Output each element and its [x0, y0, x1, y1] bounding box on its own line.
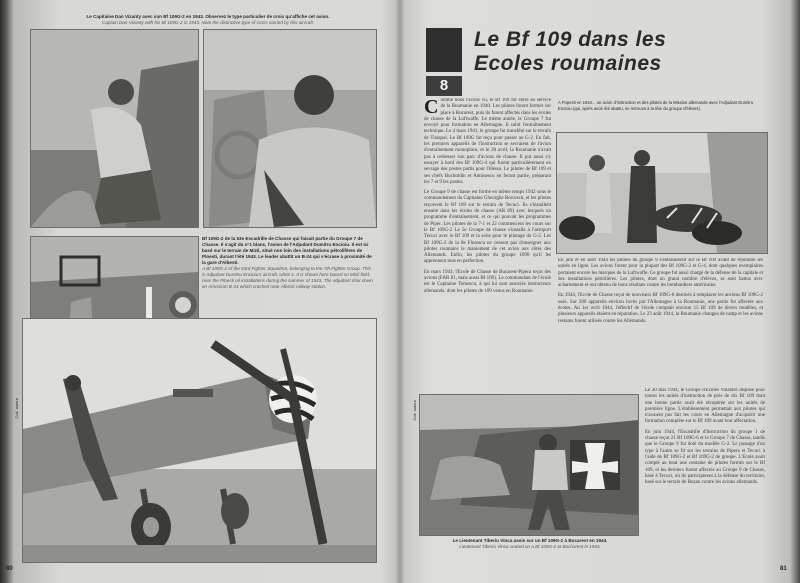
photo-group-bombs-image	[557, 133, 767, 253]
bottom-caption-en: Lieutenant Tiberiu Vinca seated on a Bf 109G-2 at Bucharest in 1944.	[459, 544, 601, 549]
photo-group-bombs	[556, 132, 768, 254]
photo-lieutenant-on-wing	[419, 394, 639, 536]
right-photo-credit: Coll. auteur	[412, 400, 417, 421]
mid-caption-fr: Bf 109G-2 de la 53e Escadrille de Chasse qui faisait partie du Groupe 7 de Chasse. Il s'agit du n°1 blanc, l'avion de l'Adjudant Dumitru Encioiu. Il est ici basé sur le terrain de Mizil, situé non loin des installations pétrolifères de Ploesti, durant l'été 1943. Le leader abattit un B-24 qui s'écrase à proximité de la gare d'Albesti.	[202, 236, 372, 265]
bottom-caption-fr: Le Lieutenant Tiberiu Vinca assis sur un Bf 109G-2 à Bucarest en 1944.	[452, 538, 608, 543]
mid-caption-en: A Bf 109G-2 of the 53rd Fighter Squadron, belonging to the 7th Fighter Group. This is Adjudant Dumitru Encioiu's aircraft, white 1. It is shown here based on Mizil field, near the Ploesti oil installations during the summer of 1943. The adjudant shot down an American B-24 which crashed near Albesti railway station.	[202, 266, 373, 289]
left-photo-credit: Coll. auteur	[14, 398, 19, 419]
chapter-dark-tab	[426, 28, 462, 72]
mid-caption	[202, 236, 374, 290]
left-page	[0, 0, 398, 583]
photo-bf109-spinner	[22, 318, 377, 563]
chapter-title-line2: Ecoles roumaines	[474, 52, 662, 75]
body-column-2-para2: En 1944, l'Ecole de Chasse reçut de nouveaux Bf 109G-6 destinés à remplacer les anciens Bf 109G-2 usés. Sur 200 appareils environ livrés par l'Allemagne à la Roumanie, une partie fut affectée aux écoles. Au 1er avril 1944, l'effectif de l'école comptait environ 15 Bf 109 de divers modèles, et plusieurs appareils étaient en réparation. Le 23 août 1944, la Roumanie changea de camp et les avions restants furent utilisés contre les Allemands.	[558, 293, 763, 324]
body-column-2-bottom	[645, 388, 765, 554]
bottom-caption	[420, 538, 640, 550]
top-caption-fr: Le Capitaine Dan Vizanty avec son Bf 109G-2 en 1943. Observez le type particulier de croix qu'affiche cet avion.	[86, 14, 330, 19]
body-column-2-top	[558, 258, 763, 386]
chapter-title-line1: Le Bf 109 dans les	[474, 28, 667, 51]
left-page-number: 80	[6, 566, 13, 572]
body-column-1-para1: omme nous l'avons vu, le Bf 109 fut entré au service de la Roumanie en 1940. Les pilotes furent formés sur place à Bucarest, puis ils furent affectés dans les écoles de chasse de la Luftwaffe. Le même année, le Groupe 7 fut envoyé pour formation en Allemagne. Il subit l'entraînement technique. Le 4 mars 1941, le groupe fut transféré sur le terrain de Tiraspol. Le Bf 109G fut reçu pour passer au G-2. En fait, les premiers appareils de l'instruction se servaient de l'avion d'entraînement monoplace, et le 30 avril, la Roumanie n'avait pas à redresser son parc d'avions de chasse. Il put aussi s'y essayer à bord des Bf 109G-4 qui furent particulièrement en sevrage des postes partis pour Odessa. Le pilotes de Bf 109 et ses chefs Bucholdin et Antonescu en feront partie, préparant les 7 et 9 les postes.	[424, 98, 551, 185]
chapter-title	[474, 28, 666, 76]
body-column-2-para3: Le 20 mai 1944, le Groupe d'Ecoles Volantes dispose pour toutes les unités d'instruction de près de dix Bf 109 dont une bonne partie avait été récupérée sur les unités de première ligne. L'établissement permettait aux pilotes qui n'avaient pas fait les cours en Allemagne d'acquérir une formation complète sur le Bf 109 avant leur affectation.	[645, 388, 765, 425]
photo-pilot-cockpit-image	[31, 30, 198, 227]
top-caption	[58, 14, 358, 26]
chapter-number: 8	[426, 76, 462, 96]
right-page-number: 81	[780, 566, 787, 572]
photo-pilot-portrait	[203, 29, 377, 228]
photo-bf109-spinner-image	[23, 319, 376, 562]
photo-lieutenant-on-wing-image	[420, 395, 638, 535]
body-column-1-para2: Le Groupe 9 de chasse est formé en même temps 1942 sous le commandement du Capitaine Gheorghe Borcescu, et les pilotes reçoivent le Bf 109 sur le terrain de Tecuci. Ils s'installent ensuite dans les écoles de chasse (AR 89) avec lesquels un programme d'entraînement, et ce qui pouvait les programmes de Piper. Les pilotes de la 7-1 et 22 commencent les cours sur le Bf 109G-2 Le 5e Groupe de chasse s'installa à l'aéroport Tecuci avec le Bf 109 et la série pour le pilotage du G-2. Les Bf 109G-2 de la 8e Florescu ne cessent pas d'enseigner aux pilotes roumains le maniement de cet avion aux côtés des Allemands. Enfin, les pilotes du groupe 1090 qu'il les apprennent tous en perfection.	[424, 190, 551, 265]
body-column-1	[424, 98, 551, 390]
top-caption-en: Captain Dan Vizanty with his Bf 109G-2 in 1943. Note the distinctive type of cross carried by this aircraft.	[101, 20, 315, 25]
body-column-2-para1: En juin et en août 1944 les pilotes du groupe 9 s'entraînèrent sur le Bf 109 avant de rejoindre les unités en ligne. Les avions furent pour la plupart des Bf 109G-2 et G-4, dont quelques exemplaires portaient encore les marques de la Luftwaffe. Ce groupe fut aussi chargé de la défense de la capitale et des installations pétrolières. Les pilotes, dont un grand nombre d'élèves, se sont battus avec acharnement et ont obtenu de bons résultats contre les bombardiers américains.	[558, 258, 763, 289]
body-column-2-para4: En juin 1944, l'Escadrille d'Instruction du groupe 1 de chasse reçut 21 Bf 109G-6 et le Groupe 7 de Chasse, tandis que le Groupe 9 fut doté du modèle G-2. Le passage d'un type à l'autre se fit sur les terrains de Pipera et Tecuci à l'aide de Bf 109G-2 et Bf 109G-2 de groupe. L'Ecole avait compté au total une centaine de pilotes formés sur le Bf 109, et les derniers furent affectés au Groupe 9 de Chasse, basé à Tecuci, où ils participèrent à la défense du territoire, basé sur le terrain de Buzau contre les avions allemands.	[645, 429, 765, 486]
body-column-1-para3: En mars 1943, l'Ecole de Chasse de Bucarest-Pipera reçut des avions (FAR 81, mais aussi Bf 109). Le commandant de l'école est le Capitaine Tomescu, à qui lui sont associés instructeurs allemands, dont les pilotes de 109 venus en Roumanie.	[424, 269, 551, 294]
chapter-header	[426, 28, 766, 94]
group-photo-caption: A Popesti en 1944... un avion d'instruction et des pilotes de la Mission allemande avec l'Adjudant Dumitru Encioiu (qui, après avoir été abattu, se retrouva à la tête du groupe d'élèves).	[558, 100, 754, 111]
photo-pilot-cockpit	[30, 29, 199, 228]
photo-pilot-portrait-image	[204, 30, 376, 227]
drop-cap: C	[424, 98, 439, 118]
